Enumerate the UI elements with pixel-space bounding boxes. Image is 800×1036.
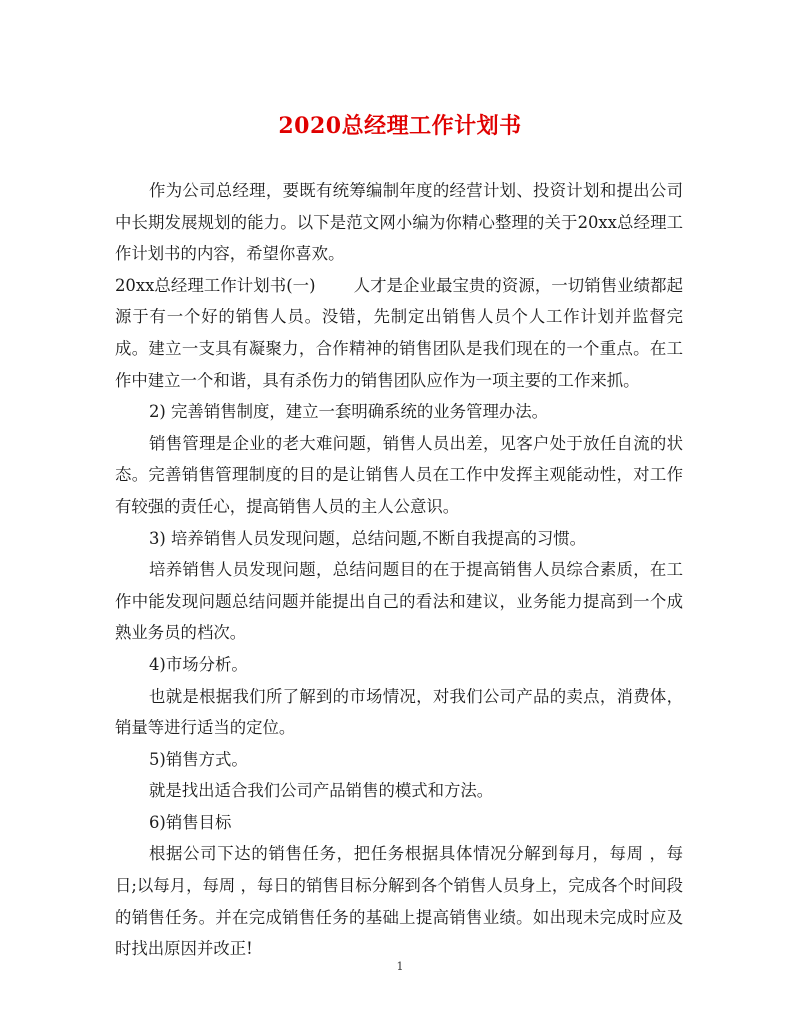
item-4-heading: 4)市场分析。 [149,654,248,674]
item-2-heading: 2) 完善销售制度，建立一套明确系统的业务管理办法。 [149,402,549,422]
paragraph-intro: 作为公司总经理，要既有统筹编制年度的经营计划、投资计划和提出公司中长期发展规划的能力。以下是范文网小编为你精心整理的关于20xx总经理工作计划书的内容，希望你喜欢。 [115,181,683,264]
item-5-body: 就是找出适合我们公司产品销售的模式和方法。 [149,781,494,801]
paragraph-plan [115,270,683,396]
item-6-body: 根据公司下达的销售任务，把任务根据具体情况分解到每月，每周 ，每日;以每月，每周 ，每日的销售目标分解到各个销售人员身上，完成各个时间段的销售任务。并在完成销售任务的基础上提高销售业绩。如出现未完成时应及时找出原因并改正! [115,844,684,959]
item-3-body: 培养销售人员发现问题，总结问题目的在于提高销售人员综合素质，在工作中能发现问题总结问题并能提出自己的看法和建议，业务能力提高到一个成熟业务员的档次。 [115,560,683,643]
item-2-body: 销售管理是企业的老大难问题，销售人员出差，见客户处于放任自流的状态。完善销售管理制度的目的是让销售人员在工作中发挥主观能动性，对工作有较强的责任心，提高销售人员的主人公意识。 [115,433,683,516]
item-5-heading: 5)销售方式。 [149,749,248,769]
item-4-body: 也就是根据我们所了解到的市场情况，对我们公司产品的卖点，消费体，销量等进行适当的定位。 [115,686,683,738]
item-3-heading: 3) 培养销售人员发现问题，总结问题,不断自我提高的习惯。 [149,528,587,548]
item-6-heading: 6)销售目标 [149,812,232,832]
plan-body: 人才是企业最宝贵的资源，一切销售业绩都起源于有一个好的销售人员。没错，先制定出销售人员个人工作计划并监督完成。建立一支具有凝聚力，合作精神的销售团队是我们现在的一个重点。在工作中建立一个和谐，具有杀伤力的销售团队应作为一项主要的工作来抓。 [115,275,683,390]
document-body [115,175,683,965]
document-title: 2020总经理工作计划书 [278,113,522,139]
plan-heading: 20xx总经理工作计划书(一) [115,275,316,295]
page-number: 1 [396,960,404,973]
